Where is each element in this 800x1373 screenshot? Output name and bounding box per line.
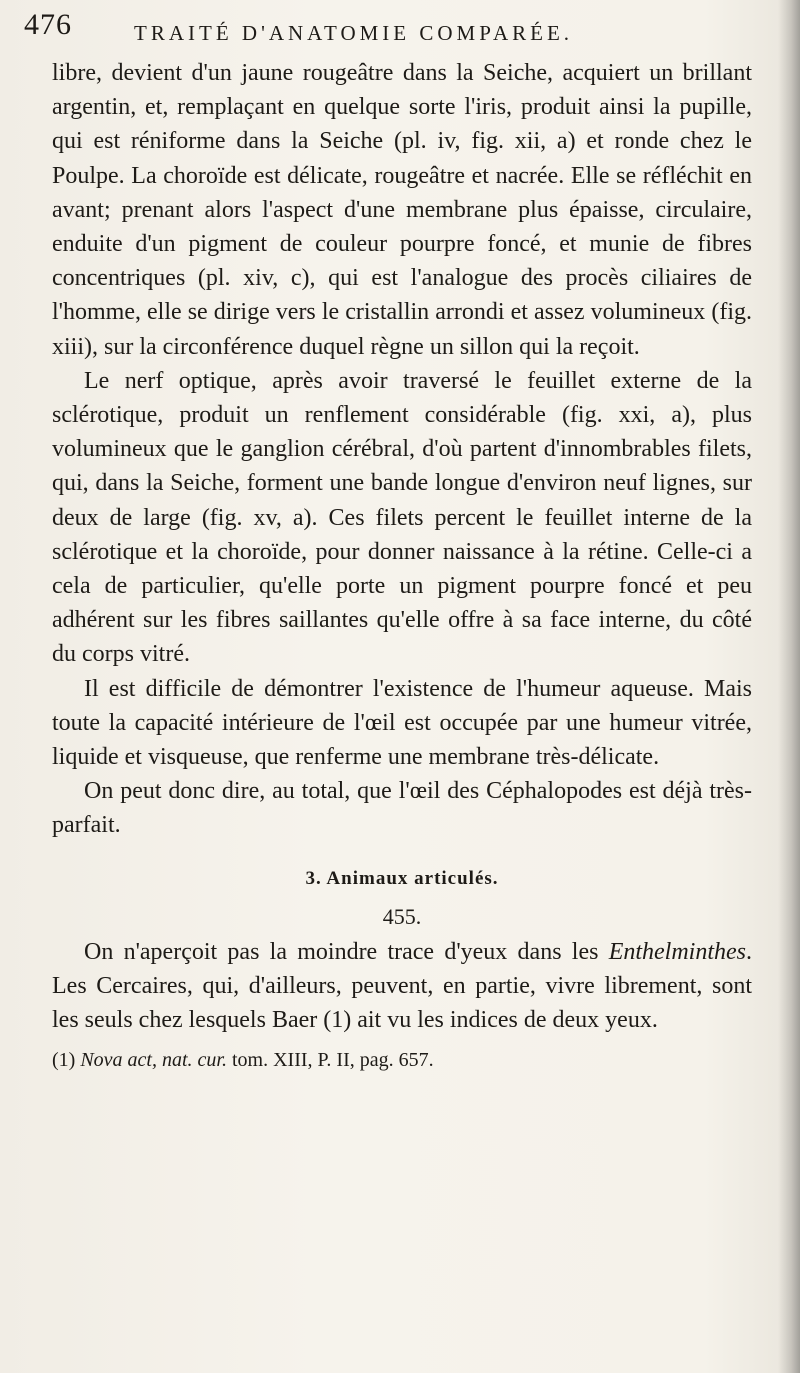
paragraph-conclusion: On peut donc dire, au total, que l'œil des Céphalopodes est déjà très-parfait. bbox=[52, 778, 752, 839]
paragraph-continued: libre, devient d'un jaune rougeâtre dans la Seiche, acquiert un brillant argentin, et, remplaçant en quelque sorte l'iris, produit ainsi la pupille, qui est réniforme dans la Seiche (pl. iv, fig. xii, a) et ronde chez le Poulpe. La choroïde est délicate, rougeâtre et nacrée. Elle se réfléchit en avant; prenant alors l'aspect d'une membrane plus épaisse, circulaire, enduite d'un pigment de couleur pourpre foncé, et munie de fibres concentriques (pl. xiv, c), qui est l'analogue des procès ciliaires de l'homme, elle se dirige vers le cristallin arrondi et assez volumineux (fig. xiii), sur la circonférence duquel règne un sillon qui la reçoit. bbox=[52, 60, 752, 360]
running-head: TRAITÉ D'ANATOMIE COMPARÉE. bbox=[134, 21, 574, 45]
footnote bbox=[52, 1045, 752, 1075]
section-number: 455. bbox=[382, 903, 422, 929]
footnote-marker: (1) bbox=[52, 1049, 81, 1072]
section-heading: 3. Animaux articulés. bbox=[305, 867, 499, 889]
paragraph-aqueous-humor: Il est difficile de démontrer l'existence de l'humeur aqueuse. Mais toute la capacité intérieure de l'œil est occupée par une humeur vitrée, liquide et visqueuse, que renferme une membrane très-délicate. bbox=[52, 675, 752, 771]
body-text bbox=[52, 56, 752, 1075]
page-number: 476 bbox=[24, 8, 72, 41]
paragraph-optic-nerve: Le nerf optique, après avoir traversé le feuillet externe de la sclérotique, produit un renflement considérable (fig. xxi, a), plus volumineux que le ganglion cérébral, d'où partent d'innombrables filets, qui, dans la Seiche, forment une bande longue d'environ neuf lignes, sur deux de large (fig. xv, a). Ces filets percent le feuillet interne de la sclérotique et la choroïde, pour donner naissance à la rétine. Celle-ci a cela de particulier, qu'elle porte un pigment pourpre foncé et peu adhérent sur les fibres saillantes qu'elle offre à sa face interne, du côté du corps vitré. bbox=[52, 367, 752, 668]
taxon-name: Enthelminthes bbox=[608, 938, 746, 965]
paragraph-text-part: On n'aperçoit pas la moindre trace d'yeux dans les bbox=[84, 938, 609, 965]
paragraph-articulated-animals bbox=[52, 935, 752, 1038]
footnote-reference: tom. XIII, P. II, pag. 657. bbox=[226, 1049, 434, 1072]
footnote-journal: Nova act, nat. cur. bbox=[80, 1049, 227, 1072]
page-header bbox=[24, 8, 744, 58]
paragraph-text-part: . Les Cercaires, qui, d'ailleurs, peuvent, en partie, vivre librement, sont les seuls chez lesquels Baer (1) ait vu les indices de deux yeux. bbox=[52, 938, 752, 1034]
page-edge-shadow bbox=[778, 0, 800, 1373]
